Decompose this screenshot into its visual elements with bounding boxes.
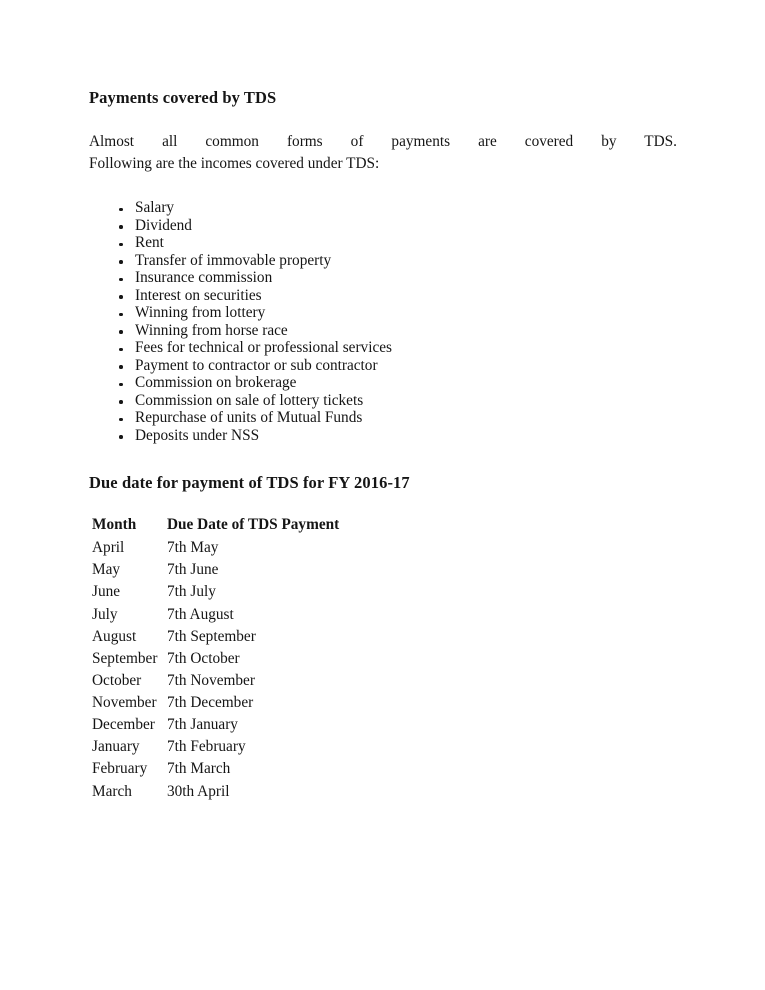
list-item — [89, 427, 677, 445]
cell-month: January — [92, 738, 140, 756]
intro-paragraph-line-2: Following are the incomes covered under TDS: — [89, 154, 380, 172]
bullet-dot-icon — [119, 330, 123, 334]
cell-month: October — [92, 671, 142, 689]
list-item — [89, 392, 677, 410]
bullet-dot-icon — [119, 400, 123, 404]
table-row — [92, 584, 339, 606]
cell-due-date: 7th February — [167, 738, 246, 756]
bullet-dot-icon — [119, 225, 123, 229]
bullet-dot-icon — [119, 383, 123, 387]
table-row — [92, 739, 339, 761]
cell-month: August — [92, 627, 137, 645]
bullet-dot-icon — [119, 208, 123, 212]
table-row — [92, 607, 339, 629]
cell-due-date: 7th May — [167, 539, 219, 557]
list-item-label: Winning from lottery — [135, 304, 266, 322]
bullet-dot-icon — [119, 243, 123, 247]
cell-due-date: 7th March — [167, 760, 231, 778]
cell-due-date: 7th November — [167, 671, 255, 689]
cell-due-date: 7th June — [167, 561, 219, 579]
cell-month: December — [92, 716, 155, 734]
table-row — [92, 629, 339, 651]
cell-due-date: 7th July — [167, 583, 216, 601]
list-item — [89, 339, 677, 357]
bullet-dot-icon — [119, 348, 123, 352]
cell-month: March — [92, 782, 132, 800]
cell-due-date: 30th April — [167, 782, 230, 800]
column-header-month: Month — [92, 516, 137, 534]
list-item-label: Salary — [135, 199, 175, 217]
table-row — [92, 673, 339, 695]
tds-due-date-table — [92, 517, 339, 806]
table-row — [92, 540, 339, 562]
cell-month: April — [92, 539, 125, 557]
covered-payments-list — [89, 199, 677, 444]
list-item-label: Insurance commission — [135, 269, 273, 287]
due-date-section-heading: Due date for payment of TDS for FY 2016-17 — [89, 473, 410, 493]
cell-month: June — [92, 583, 121, 601]
list-item — [89, 269, 677, 287]
table-row — [92, 651, 339, 673]
cell-due-date: 7th October — [167, 649, 240, 667]
cell-due-date: 7th December — [167, 694, 254, 712]
table-row — [92, 761, 339, 783]
list-item-label: Fees for technical or professional services — [135, 339, 392, 357]
cell-month: May — [92, 561, 121, 579]
list-item — [89, 409, 677, 427]
column-header-due-date: Due Date of TDS Payment — [167, 516, 340, 534]
intro-paragraph — [89, 131, 677, 174]
list-item-label: Transfer of immovable property — [135, 251, 332, 269]
list-item-label: Winning from horse race — [135, 321, 288, 339]
list-item-label: Commission on sale of lottery tickets — [135, 391, 364, 409]
list-item-label: Rent — [135, 234, 164, 252]
list-item — [89, 374, 677, 392]
bullet-dot-icon — [119, 365, 123, 369]
bullet-dot-icon — [119, 418, 123, 422]
bullet-dot-icon — [119, 260, 123, 264]
cell-due-date: 7th August — [167, 605, 234, 623]
list-item — [89, 287, 677, 305]
list-item — [89, 199, 677, 217]
cell-month: February — [92, 760, 148, 778]
tds-table-body — [92, 517, 339, 806]
list-item-label: Repurchase of units of Mutual Funds — [135, 409, 363, 427]
list-item — [89, 357, 677, 375]
list-item — [89, 252, 677, 270]
list-item — [89, 217, 677, 235]
bullet-dot-icon — [119, 295, 123, 299]
page-title: Payments covered by TDS — [89, 88, 277, 107]
cell-month: September — [92, 649, 158, 667]
list-item-label: Commission on brokerage — [135, 374, 297, 392]
intro-paragraph-line-1: Almost all common forms of payments are covered by TDS. — [89, 132, 677, 150]
bullet-dot-icon — [119, 313, 123, 317]
bullet-dot-icon — [119, 278, 123, 282]
list-item — [89, 234, 677, 252]
list-item — [89, 304, 677, 322]
list-item-label: Dividend — [135, 216, 192, 234]
cell-due-date: 7th September — [167, 627, 256, 645]
list-item-label: Payment to contractor or sub contractor — [135, 356, 378, 374]
bullet-dot-icon — [119, 435, 123, 439]
table-row — [92, 695, 339, 717]
list-item-label: Interest on securities — [135, 286, 262, 304]
cell-month: July — [92, 605, 118, 623]
cell-due-date: 7th January — [167, 716, 238, 734]
table-row — [92, 784, 339, 806]
table-row — [92, 717, 339, 739]
table-row — [92, 562, 339, 584]
list-item — [89, 322, 677, 340]
list-item-label: Deposits under NSS — [135, 426, 260, 444]
table-header-row — [92, 517, 339, 540]
cell-month: November — [92, 694, 157, 712]
